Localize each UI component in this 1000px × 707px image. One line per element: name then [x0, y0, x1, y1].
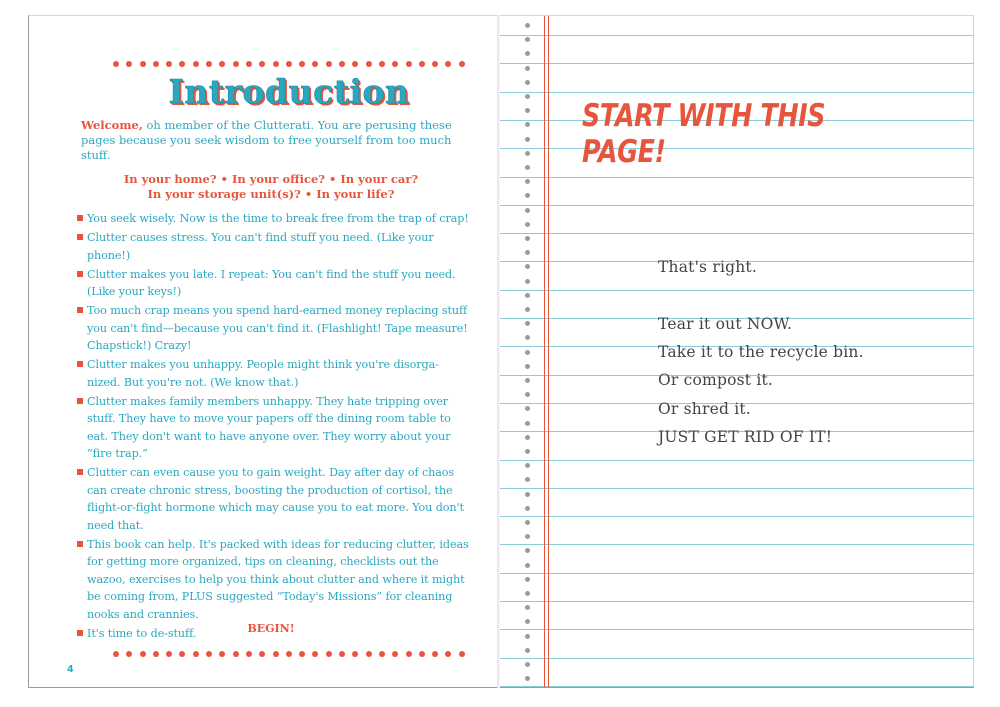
binder-hole-icon [525, 335, 530, 340]
ruled-line [500, 92, 974, 93]
dot-icon [326, 61, 332, 67]
note-line-4: Or compost it. [658, 371, 774, 389]
dot-icon [166, 61, 172, 67]
binder-hole-icon [525, 151, 530, 156]
note-line-1: That's right. [658, 258, 757, 276]
margin-line-1 [544, 16, 545, 688]
binder-hole-icon [525, 321, 530, 326]
list-item: This book can help. It's packed with ideas for reducing clutter, ideas for getting more organized, tips on cleaning, checklists out the wazoo, exercises to help you think about clutter and where it might be coming from, PLUS suggested “Today's Missions” for cleaning nooks and crannies. [77, 536, 472, 624]
dot-icon [286, 61, 292, 67]
dot-icon [445, 61, 451, 67]
binder-hole-icon [525, 563, 530, 568]
dot-icon [339, 61, 345, 67]
question-line-2: In your storage unit(s)? • In your life? [147, 187, 395, 201]
dot-icon [259, 61, 265, 67]
square-bullet-icon [77, 307, 83, 313]
square-bullet-icon [77, 215, 83, 221]
welcome-text: oh member of the Clutterati. You are perusing these pages because you seek wisdom to free yourself from too much stuff. [81, 118, 452, 162]
note-line-5: Or shred it. [658, 400, 751, 418]
dot-icon [352, 651, 358, 657]
ruled-line [500, 488, 974, 489]
dot-icon [286, 651, 292, 657]
binder-hole-icon [525, 662, 530, 667]
binder-hole-icon [525, 591, 530, 596]
binder-hole-icon [525, 137, 530, 142]
binder-hole-icon [525, 80, 530, 85]
binder-hole-icon [525, 378, 530, 383]
dot-icon [113, 61, 119, 67]
dot-icon [406, 61, 412, 67]
binder-hole-icon [525, 605, 530, 610]
binder-hole-icon [525, 506, 530, 511]
ruled-line [500, 516, 974, 517]
square-bullet-icon [77, 398, 83, 404]
ruled-line [500, 205, 974, 206]
dot-icon [233, 651, 239, 657]
ruled-line [500, 686, 974, 687]
dot-icon [445, 651, 451, 657]
square-bullet-icon [77, 234, 83, 240]
dot-icon [140, 651, 146, 657]
binder-hole-icon [525, 548, 530, 553]
dot-icon [166, 651, 172, 657]
binder-hole-icon [525, 222, 530, 227]
binder-hole-icon [525, 534, 530, 539]
dot-icon [113, 651, 119, 657]
binder-hole-icon [525, 122, 530, 127]
dotted-border-bottom [113, 650, 465, 658]
page-number: 4 [67, 664, 74, 675]
binder-hole-icon [525, 364, 530, 369]
welcome-paragraph [81, 118, 461, 163]
list-item: Too much crap means you spend hard-earned money replacing stuff you can't find—because you can't find it. (Flashlight! Tape measure! Chapstick!) Crazy! [77, 302, 472, 355]
note-line-3: Take it to the recycle bin. [658, 343, 864, 361]
note-line-6: JUST GET RID OF IT! [658, 428, 833, 446]
binder-hole-icon [525, 406, 530, 411]
dot-icon [352, 61, 358, 67]
binder-hole-icon [525, 179, 530, 184]
list-item: Clutter makes family members unhappy. They hate tripping over stuff. They have to move your papers off the dining room table to eat. They don't want to have anyone over. They worry about your “fire trap.” [77, 393, 472, 463]
ruled-line [500, 544, 974, 545]
dot-icon [193, 61, 199, 67]
questions-block [81, 172, 461, 202]
binder-hole-icon [525, 477, 530, 482]
binder-hole-icon [525, 463, 530, 468]
binder-hole-icon [525, 421, 530, 426]
binder-hole-icon [525, 236, 530, 241]
binder-hole-icon [525, 435, 530, 440]
dot-icon [339, 651, 345, 657]
binder-hole-icon [525, 619, 530, 624]
welcome-bold: Welcome, [81, 118, 143, 132]
dot-icon [246, 61, 252, 67]
begin-label: BEGIN! [247, 622, 295, 635]
dot-icon [246, 651, 252, 657]
dot-icon [233, 61, 239, 67]
dot-icon [312, 61, 318, 67]
binder-hole-icon [525, 264, 530, 269]
binder-hole-icon [525, 449, 530, 454]
dot-icon [219, 651, 225, 657]
right-page-notebook [500, 15, 974, 688]
dotted-border-top [113, 60, 465, 68]
binder-holes [524, 16, 532, 688]
binder-hole-icon [525, 307, 530, 312]
dot-icon [392, 61, 398, 67]
ruled-line [500, 233, 974, 234]
list-item: It's time to de-stuff. [77, 625, 472, 643]
dot-icon [379, 651, 385, 657]
left-page [28, 15, 498, 688]
ruled-line [500, 629, 974, 630]
dot-icon [273, 61, 279, 67]
binder-hole-icon [525, 520, 530, 525]
binder-hole-icon [525, 23, 530, 28]
binder-hole-icon [525, 648, 530, 653]
dot-icon [419, 651, 425, 657]
ruled-line [500, 658, 974, 659]
list-item: Clutter can even cause you to gain weight. Day after day of chaos can create chronic stress, boosting the production of cortisol, the flight-or-fight hormone which may cause you to eat more. You don't need that. [77, 464, 472, 534]
dot-icon [126, 61, 132, 67]
dot-icon [326, 651, 332, 657]
dot-icon [206, 61, 212, 67]
dot-icon [153, 61, 159, 67]
dot-icon [179, 651, 185, 657]
binder-hole-icon [525, 94, 530, 99]
dot-icon [432, 61, 438, 67]
ruled-line [500, 601, 974, 602]
dot-icon [419, 61, 425, 67]
dot-icon [459, 61, 465, 67]
binder-hole-icon [525, 676, 530, 681]
bullet-list [77, 210, 472, 644]
ruled-line [500, 290, 974, 291]
square-bullet-icon [77, 361, 83, 367]
ruled-line [500, 63, 974, 64]
dot-icon [459, 651, 465, 657]
binder-hole-icon [525, 634, 530, 639]
dot-icon [219, 61, 225, 67]
dot-icon [379, 61, 385, 67]
dot-icon [179, 61, 185, 67]
dot-icon [366, 61, 372, 67]
dot-icon [206, 651, 212, 657]
binder-hole-icon [525, 279, 530, 284]
binder-hole-icon [525, 492, 530, 497]
list-item: Clutter makes you unhappy. People might think you're disorga-nized. But you're not. (We know that.) [77, 356, 472, 391]
binder-hole-icon [525, 293, 530, 298]
list-item: Clutter makes you late. I repeat: You can't find the stuff you need. (Like your keys!) [77, 266, 472, 301]
binder-hole-icon [525, 108, 530, 113]
square-bullet-icon [77, 271, 83, 277]
square-bullet-icon [77, 541, 83, 547]
dot-icon [193, 651, 199, 657]
dot-icon [406, 651, 412, 657]
dot-icon [273, 651, 279, 657]
binder-hole-icon [525, 193, 530, 198]
list-item: You seek wisely. Now is the time to break free from the trap of crap! [77, 210, 472, 228]
dot-icon [259, 651, 265, 657]
dot-icon [299, 61, 305, 67]
binder-hole-icon [525, 350, 530, 355]
ruled-line [500, 177, 974, 178]
ruled-line [500, 35, 974, 36]
question-line-1: In your home? • In your office? • In your car? [123, 172, 419, 186]
binder-hole-icon [525, 37, 530, 42]
page-title: Introduction [168, 72, 410, 111]
square-bullet-icon [77, 469, 83, 475]
note-line-2: Tear it out NOW. [658, 315, 793, 333]
dot-icon [432, 651, 438, 657]
binder-hole-icon [525, 208, 530, 213]
dot-icon [140, 61, 146, 67]
dot-icon [312, 651, 318, 657]
binder-hole-icon [525, 165, 530, 170]
dot-icon [366, 651, 372, 657]
binder-hole-icon [525, 577, 530, 582]
margin-line-2 [548, 16, 549, 688]
ruled-line [500, 573, 974, 574]
dot-icon [126, 651, 132, 657]
start-title: START WITH THIS PAGE! [582, 98, 826, 170]
binder-hole-icon [525, 51, 530, 56]
dot-icon [153, 651, 159, 657]
binder-hole-icon [525, 250, 530, 255]
ruled-line [500, 460, 974, 461]
list-item: Clutter causes stress. You can't find stuff you need. (Like your phone!) [77, 229, 472, 264]
binder-hole-icon [525, 392, 530, 397]
dot-icon [299, 651, 305, 657]
dot-icon [392, 651, 398, 657]
binder-hole-icon [525, 66, 530, 71]
